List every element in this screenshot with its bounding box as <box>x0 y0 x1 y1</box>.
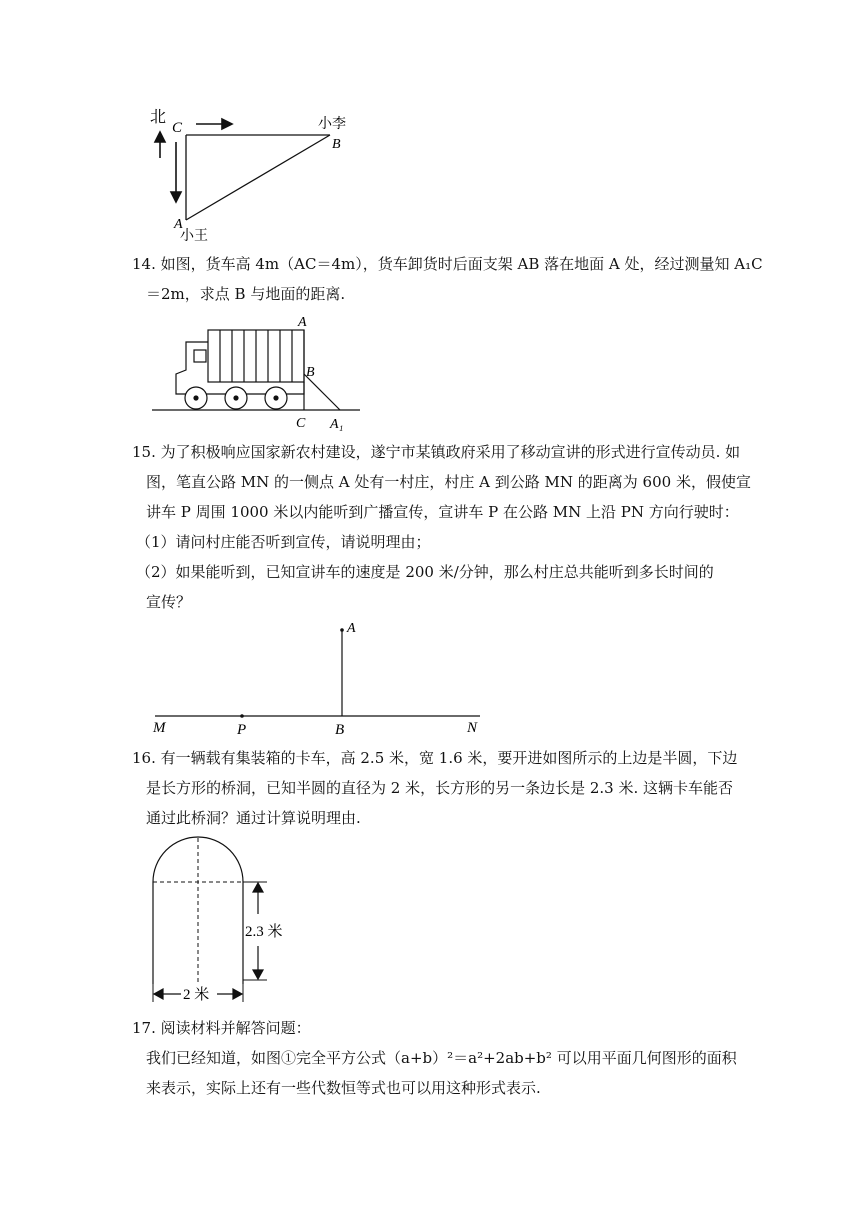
point-p <box>240 714 244 718</box>
south-arrow <box>171 142 181 202</box>
point-b-label: B <box>335 722 345 738</box>
q16-line-1: 16. 有一辆载有集装箱的卡车，高 2.5 米，宽 1.6 米，要开进如图所示的上边是半圆，下边 <box>132 749 738 767</box>
east-arrow <box>196 119 232 129</box>
q17-line-3: 来表示，实际上还有一些代数恒等式也可以用这种形式表示. <box>146 1079 541 1097</box>
height-label: 2.3 米 <box>245 924 283 940</box>
point-a-label: A <box>298 315 307 330</box>
q15-line-1: 15. 为了积极响应国家新农村建设，遂宁市某镇政府采用了移动宣讲的形式进行宣传动员. 如 <box>132 443 741 461</box>
north-label: 北 <box>150 107 167 126</box>
point-m-label: M <box>153 720 166 736</box>
point-c-label: C <box>172 120 183 136</box>
q17-line-2: 我们已经知道，如图①完全平方公式（a+b）²＝a²+2ab+b² 可以用平面几何图形的面积 <box>146 1049 737 1067</box>
point-a-label: A <box>174 217 183 232</box>
q15-line-3: 讲车 P 周围 1000 米以内能听到广播宣传，宣讲车 P 在公路 MN 上沿 PN 方向行驶时： <box>146 503 739 521</box>
person-b-label: 小李 <box>318 116 346 132</box>
q16-line-2: 是长方形的桥洞，已知半圆的直径为 2 米，长方形的另一条边长是 2.3 米. 这辆卡车能否 <box>146 779 734 797</box>
q15-line-2: 图，笔直公路 MN 的一侧点 A 处有一村庄，村庄 A 到公路 MN 的距离为 600 米，假使宣 <box>146 473 751 491</box>
width-label: 2 米 <box>183 987 210 1003</box>
q14-line-2: ＝2m，求点 B 与地面的距离. <box>146 285 346 303</box>
point-c-label: C <box>296 416 306 431</box>
q14-line-1: 14. 如图，货车高 4m（AC＝4m），货车卸货时后面支架 AB 落在地面 A 处，经过测量知 A₁C <box>132 255 763 273</box>
point-a <box>340 628 344 632</box>
truck-wheels <box>185 387 287 409</box>
q17-line-1: 17. 阅读材料并解答问题： <box>132 1019 311 1037</box>
point-b-label: B <box>306 365 315 380</box>
point-n-label: N <box>467 720 478 736</box>
figure-13-diagram <box>140 100 370 245</box>
person-a-label: 小王 <box>180 228 208 244</box>
figure-14-truck <box>150 312 370 432</box>
truck-cab <box>176 342 304 394</box>
q16-line-3: 通过此桥洞？通过计算说明理由. <box>146 809 361 827</box>
figure-15-road <box>145 612 495 742</box>
figure-16-bridge-tunnel <box>145 828 305 1010</box>
triangle-abc <box>186 135 330 220</box>
point-p-label: P <box>237 722 247 738</box>
q15-subquestion-2b: 宣传？ <box>146 593 192 611</box>
point-a1-label: A₁ <box>330 417 344 432</box>
q15-subquestion-2a: （2）如果能听到，已知宣讲车的速度是 200 米/分钟，那么村庄总共能听到多长时间的 <box>136 563 714 581</box>
north-arrow <box>155 132 165 158</box>
truck-container <box>208 330 304 382</box>
q15-subquestion-1: （1）请问村庄能否听到宣传，请说明理由； <box>136 533 431 551</box>
point-a-label: A <box>347 621 356 636</box>
point-b-label: B <box>332 137 341 152</box>
